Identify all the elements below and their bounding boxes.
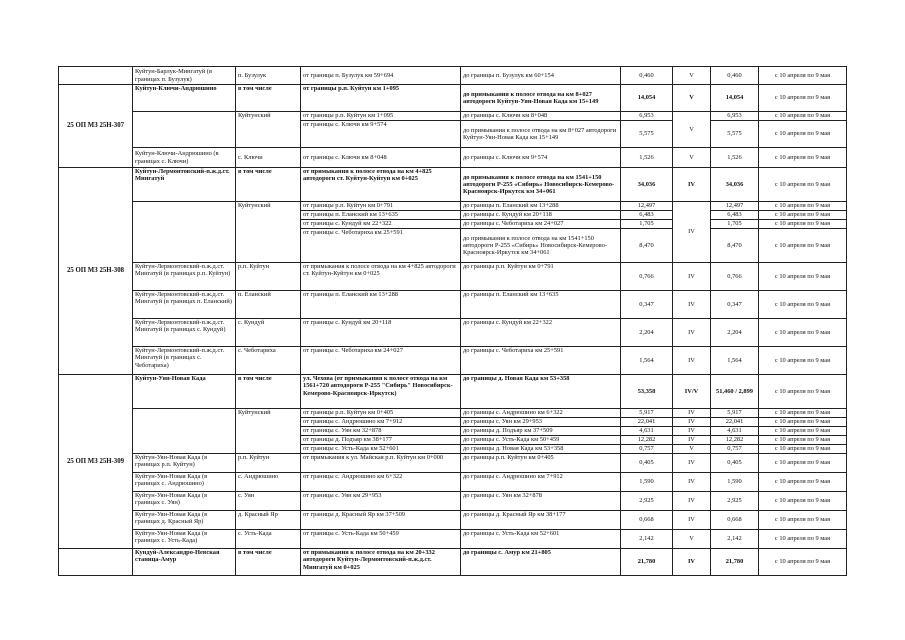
- location-cell: п. Бузулук: [236, 67, 301, 85]
- location-cell: в том числе: [236, 85, 301, 112]
- length-cell: 0,668: [621, 511, 673, 530]
- to-cell: до границы с. Ключи км 8+048: [461, 112, 621, 121]
- restricted-length-cell: 2,142: [711, 530, 759, 549]
- length-cell: 2,142: [621, 530, 673, 549]
- restricted-length-cell: 1,705: [711, 220, 759, 229]
- length-cell: 0,347: [621, 291, 673, 319]
- restricted-length-cell: 14,054: [711, 85, 759, 112]
- period-cell: с 10 апреля по 9 мая: [759, 511, 847, 530]
- length-cell: 1,705: [621, 220, 673, 229]
- from-cell: от границы с. Чеботариха км 24+027: [301, 347, 461, 375]
- period-cell: с 10 апреля по 9 мая: [759, 85, 847, 112]
- restricted-length-cell: 0,460: [711, 67, 759, 85]
- to-cell: до границы с. Кундуй км 22+322: [461, 319, 621, 347]
- length-cell: 2,925: [621, 492, 673, 511]
- from-cell: от границы с. Уян км 29+953: [301, 492, 461, 511]
- category-cell: IV: [673, 291, 711, 319]
- period-cell: с 10 апреля по 9 мая: [759, 418, 847, 427]
- location-cell: п. Еланский: [236, 291, 301, 319]
- category-cell: V: [673, 445, 711, 454]
- to-cell: до границы д. Новая Када км 53+358: [461, 445, 621, 454]
- from-cell: от границы п. Еланский км 13+635: [301, 211, 461, 220]
- category-cell: IV: [673, 319, 711, 347]
- location-cell: с. Уян: [236, 492, 301, 511]
- road-name-cell: [133, 202, 236, 263]
- restricted-length-cell: 1,526: [711, 148, 759, 168]
- location-cell: с. Усть-Када: [236, 530, 301, 549]
- to-cell: до границы с. Кундуй км 20+118: [461, 211, 621, 220]
- length-cell: 5,575: [621, 121, 673, 148]
- to-cell: до границы д. Подъяр км 37+509: [461, 427, 621, 436]
- period-cell: с 10 апреля по 9 мая: [759, 148, 847, 168]
- period-cell: с 10 апреля по 9 мая: [759, 112, 847, 121]
- road-name-cell: Куйтун-Лермонтовский-п.ж.д.ст. Мингатуй (в границах р.п. Куйтун): [133, 263, 236, 291]
- period-cell: с 10 апреля по 9 мая: [759, 211, 847, 220]
- from-cell: от границы с. Андрюшино км 6+322: [301, 473, 461, 492]
- location-cell: Куйтунский: [236, 409, 301, 454]
- to-cell: до границы с. Усть-Када км 50+459: [461, 436, 621, 445]
- length-cell: 34,036: [621, 168, 673, 202]
- road-name-cell: Куйтун-Лермонтовский-п.ж.д.ст. Мингатуй (в границах п. Еланский): [133, 291, 236, 319]
- length-cell: 14,054: [621, 85, 673, 112]
- from-cell: ул. Чехова (от примыкания к полосе отвода на км 1561+720 автодороги Р-255 "Сибирь" Новосибирск-Кемерово-Красноярск-Иркутск): [301, 375, 461, 409]
- from-cell: от границы с. Уян км 32+878: [301, 427, 461, 436]
- road-code-cell: [59, 67, 133, 85]
- category-cell: IV: [673, 418, 711, 427]
- location-cell: д. Красный Яр: [236, 511, 301, 530]
- length-cell: 4,631: [621, 427, 673, 436]
- location-cell: с. Андрюшино: [236, 473, 301, 492]
- table-row: [59, 319, 847, 347]
- location-cell: с. Кундуй: [236, 319, 301, 347]
- location-cell: с. Чеботариха: [236, 347, 301, 375]
- period-cell: с 10 апреля по 9 мая: [759, 229, 847, 263]
- period-cell: с 10 апреля по 9 мая: [759, 202, 847, 211]
- restricted-length-cell: 22,041: [711, 418, 759, 427]
- length-cell: 22,041: [621, 418, 673, 427]
- period-cell: с 10 апреля по 9 мая: [759, 168, 847, 202]
- restricted-length-cell: 51,460 / 2,899: [711, 375, 759, 409]
- from-cell: от границы п. Еланский км 13+288: [301, 291, 461, 319]
- location-cell: в том числе: [236, 549, 301, 576]
- road-code-cell: 25 ОП МЗ 25Н-308: [59, 168, 133, 375]
- to-cell: до границы с. Ключи км 9+574: [461, 148, 621, 168]
- road-name-cell: Куйтун-Уян-Новая Када: [133, 375, 236, 409]
- period-cell: с 10 апреля по 9 мая: [759, 445, 847, 454]
- table-row: [59, 168, 847, 202]
- restricted-length-cell: 0,668: [711, 511, 759, 530]
- length-cell: 2,204: [621, 319, 673, 347]
- location-cell: р.п. Куйтун: [236, 454, 301, 473]
- road-name-cell: Куйтун-Лермонтовский-п.ж.д.ст. Мингатуй (в границах с. Чеботариха): [133, 347, 236, 375]
- length-cell: 1,526: [621, 148, 673, 168]
- table-row: [59, 112, 847, 121]
- road-name-cell: Куйтун-Ключи-Андрюшино: [133, 85, 236, 112]
- restricted-length-cell: 34,036: [711, 168, 759, 202]
- location-cell: Куйтунский: [236, 202, 301, 263]
- from-cell: от границы с. Усть-Када км 52+601: [301, 445, 461, 454]
- road-name-cell: [133, 409, 236, 454]
- restricted-length-cell: 2,925: [711, 492, 759, 511]
- from-cell: от границы с. Чеботариха км 25+591: [301, 229, 461, 263]
- period-cell: с 10 апреля по 9 мая: [759, 530, 847, 549]
- road-code-cell: 25 ОП МЗ 25Н-307: [59, 85, 133, 168]
- to-cell: до границы с. Усть-Када км 52+601: [461, 530, 621, 549]
- restricted-length-cell: 5,917: [711, 409, 759, 418]
- restricted-length-cell: 6,483: [711, 211, 759, 220]
- from-cell: от границы п. Бузулук км 59+694: [301, 67, 461, 85]
- from-cell: от примыкания к полосе отвода на км 4+825 автодороги ст. Куйтун-Куйтун км 0+025: [301, 168, 461, 202]
- length-cell: 8,470: [621, 229, 673, 263]
- period-cell: с 10 апреля по 9 мая: [759, 263, 847, 291]
- period-cell: с 10 апреля по 9 мая: [759, 492, 847, 511]
- category-cell: IV: [673, 202, 711, 263]
- restricted-length-cell: 0,757: [711, 445, 759, 454]
- length-cell: 0,766: [621, 263, 673, 291]
- location-cell: с. Ключи: [236, 148, 301, 168]
- road-code-cell: 25 ОП МЗ 25Н-309: [59, 375, 133, 549]
- category-cell: IV: [673, 347, 711, 375]
- table-row: [59, 409, 847, 418]
- to-cell: до границы п. Еланский км 13+635: [461, 291, 621, 319]
- restricted-length-cell: 1,564: [711, 347, 759, 375]
- restricted-length-cell: 1,590: [711, 473, 759, 492]
- category-cell: IV: [673, 454, 711, 473]
- table-row: [59, 263, 847, 291]
- category-cell: IV/V: [673, 375, 711, 409]
- road-name-cell: Куйтун-Уян-Новая Када (в границах д. Красный Яр): [133, 511, 236, 530]
- table-row: [59, 67, 847, 85]
- period-cell: с 10 апреля по 9 мая: [759, 473, 847, 492]
- road-name-cell: Куйтун-Лермонтовский-п.ж.д.ст. Мингатуй (в границах с. Кундуй): [133, 319, 236, 347]
- period-cell: с 10 апреля по 9 мая: [759, 220, 847, 229]
- to-cell: до границы с. Чеботариха км 25+591: [461, 347, 621, 375]
- period-cell: с 10 апреля по 9 мая: [759, 375, 847, 409]
- to-cell: до границы с. Андрюшино км 6+322: [461, 409, 621, 418]
- from-cell: от примыкания к полосе отвода на км 4+825 автодороги ст. Куйтун-Куйтун км 0+025: [301, 263, 461, 291]
- length-cell: 5,917: [621, 409, 673, 418]
- length-cell: 6,953: [621, 112, 673, 121]
- from-cell: от примыкания к полосе отвода на км 20+332 автодороги Куйтун-Лермонтовский-п.ж.д.ст. Мингатуй км 0+025: [301, 549, 461, 576]
- from-cell: от границы р.п. Куйтун км 1+095: [301, 85, 461, 112]
- period-cell: с 10 апреля по 9 мая: [759, 549, 847, 576]
- from-cell: от границы р.п. Куйтун км 1+095: [301, 112, 461, 121]
- restricted-length-cell: 6,953: [711, 112, 759, 121]
- length-cell: 12,282: [621, 436, 673, 445]
- location-cell: Куйтунский: [236, 112, 301, 148]
- table-row: [59, 492, 847, 511]
- period-cell: с 10 апреля по 9 мая: [759, 436, 847, 445]
- from-cell: от границы с. Ключи км 9+574: [301, 121, 461, 148]
- from-cell: от границы д. Подъяр км 38+177: [301, 436, 461, 445]
- table-row: [59, 291, 847, 319]
- table-row: [59, 549, 847, 576]
- to-cell: до границы с. Чеботариха км 24+027: [461, 220, 621, 229]
- category-cell: V: [673, 148, 711, 168]
- period-cell: с 10 апреля по 9 мая: [759, 291, 847, 319]
- period-cell: с 10 апреля по 9 мая: [759, 319, 847, 347]
- period-cell: с 10 апреля по 9 мая: [759, 409, 847, 418]
- road-name-cell: [133, 112, 236, 148]
- category-cell: IV: [673, 409, 711, 418]
- length-cell: 53,358: [621, 375, 673, 409]
- length-cell: 12,497: [621, 202, 673, 211]
- to-cell: до границы с. Андрюшино км 7+912: [461, 473, 621, 492]
- to-cell: до границы р.п. Куйтун км 0+791: [461, 263, 621, 291]
- road-name-cell: Куйтун-Лермонтовский-п.ж.д.ст. Мингатуй: [133, 168, 236, 202]
- from-cell: от границы д. Красный Яр км 37+509: [301, 511, 461, 530]
- period-cell: с 10 апреля по 9 мая: [759, 427, 847, 436]
- category-cell: IV: [673, 436, 711, 445]
- restricted-length-cell: 0,405: [711, 454, 759, 473]
- length-cell: 0,460: [621, 67, 673, 85]
- category-cell: IV: [673, 168, 711, 202]
- table-row: [59, 85, 847, 112]
- category-cell: IV: [673, 511, 711, 530]
- road-name-cell: Куйтун-Уян-Новая Када (в границах с. Усть-Када): [133, 530, 236, 549]
- location-cell: в том числе: [236, 375, 301, 409]
- to-cell: до границы р.п. Куйтун км 0+405: [461, 454, 621, 473]
- category-cell: IV: [673, 549, 711, 576]
- length-cell: 6,483: [621, 211, 673, 220]
- period-cell: с 10 апреля по 9 мая: [759, 67, 847, 85]
- category-cell: V: [673, 85, 711, 112]
- table-row: [59, 375, 847, 409]
- table-row: [59, 347, 847, 375]
- period-cell: с 10 апреля по 9 мая: [759, 454, 847, 473]
- category-cell: V: [673, 67, 711, 85]
- category-cell: V: [673, 530, 711, 549]
- from-cell: от границы р.п. Куйтун км 0+405: [301, 409, 461, 418]
- to-cell: до границы п. Бузулук км 60+154: [461, 67, 621, 85]
- restricted-length-cell: 4,631: [711, 427, 759, 436]
- road-name-cell: Куйтун-Уян-Новая Када (в границах с. Андрюшино): [133, 473, 236, 492]
- category-cell: V: [673, 112, 711, 148]
- restricted-length-cell: 0,766: [711, 263, 759, 291]
- category-cell: IV: [673, 473, 711, 492]
- restricted-length-cell: 5,575: [711, 121, 759, 148]
- from-cell: от примыкания к ул. Майская р.п. Куйтун км 0+000: [301, 454, 461, 473]
- length-cell: 0,405: [621, 454, 673, 473]
- period-cell: с 10 апреля по 9 мая: [759, 121, 847, 148]
- restricted-length-cell: 12,497: [711, 202, 759, 211]
- from-cell: от границы р.п. Куйтун км 0+791: [301, 202, 461, 211]
- to-cell: до границы п. Еланский км 13+288: [461, 202, 621, 211]
- to-cell: до примыкания к полосе отвода на км 1541+150 автодороги Р-255 «Сибирь» Новосибирск-Кемерово-Красноярск-Иркутск км 34+061: [461, 229, 621, 263]
- to-cell: до границы д. Новая Када км 53+358: [461, 375, 621, 409]
- restricted-length-cell: 12,282: [711, 436, 759, 445]
- to-cell: до границы с. Амур км 21+805: [461, 549, 621, 576]
- road-name-cell: Куйтун-Уян-Новая Када (в границах с. Уян): [133, 492, 236, 511]
- from-cell: от границы с. Андрюшино км 7+912: [301, 418, 461, 427]
- restricted-length-cell: 0,347: [711, 291, 759, 319]
- to-cell: до границы с. Уян км 32+878: [461, 492, 621, 511]
- table-row: [59, 148, 847, 168]
- road-name-cell: Куйтун-Уян-Новая Када (в границах р.п. Куйтун): [133, 454, 236, 473]
- table-row: [59, 454, 847, 473]
- category-cell: IV: [673, 263, 711, 291]
- table-row: [59, 202, 847, 211]
- table-row: [59, 473, 847, 492]
- location-cell: в том числе: [236, 168, 301, 202]
- from-cell: от границы с. Усть-Када км 50+459: [301, 530, 461, 549]
- table-row: [59, 511, 847, 530]
- from-cell: от границы с. Кундуй км 22+322: [301, 220, 461, 229]
- from-cell: от границы с. Кундуй км 20+118: [301, 319, 461, 347]
- road-name-cell: Куйтун-Барлук-Мингатуй (в границах п. Бузулук): [133, 67, 236, 85]
- category-cell: IV: [673, 492, 711, 511]
- from-cell: от границы с. Ключи км 8+048: [301, 148, 461, 168]
- period-cell: с 10 апреля по 9 мая: [759, 347, 847, 375]
- length-cell: 21,780: [621, 549, 673, 576]
- restricted-length-cell: 21,780: [711, 549, 759, 576]
- to-cell: до границы д. Красный Яр км 38+177: [461, 511, 621, 530]
- length-cell: 1,564: [621, 347, 673, 375]
- restricted-length-cell: 2,204: [711, 319, 759, 347]
- category-cell: IV: [673, 427, 711, 436]
- table-row: [59, 530, 847, 549]
- road-name-cell: Кундуй-Александро-Невская станица-Амур: [133, 549, 236, 576]
- length-cell: 1,590: [621, 473, 673, 492]
- to-cell: до примыкания к полосе отвода на км 1541+150 автодороги Р-255 «Сибирь» Новосибирск-Кемерово-Красноярск-Иркутск км 34+061: [461, 168, 621, 202]
- to-cell: до примыкания к полосе отвода на км 8+027 автодороги Куйтун-Уян-Новая Када км 15+149: [461, 121, 621, 148]
- length-cell: 0,757: [621, 445, 673, 454]
- to-cell: до примыкания к полосе отвода на км 8+027 автодороги Куйтун-Уян-Новая Када км 15+149: [461, 85, 621, 112]
- road-code-cell: [59, 549, 133, 576]
- to-cell: до границы с. Уян км 29+953: [461, 418, 621, 427]
- location-cell: р.п. Куйтун: [236, 263, 301, 291]
- restricted-length-cell: 8,470: [711, 229, 759, 263]
- road-restrictions-table: [58, 66, 847, 576]
- road-name-cell: Куйтун-Ключи-Андрюшино (в границах с. Ключи): [133, 148, 236, 168]
